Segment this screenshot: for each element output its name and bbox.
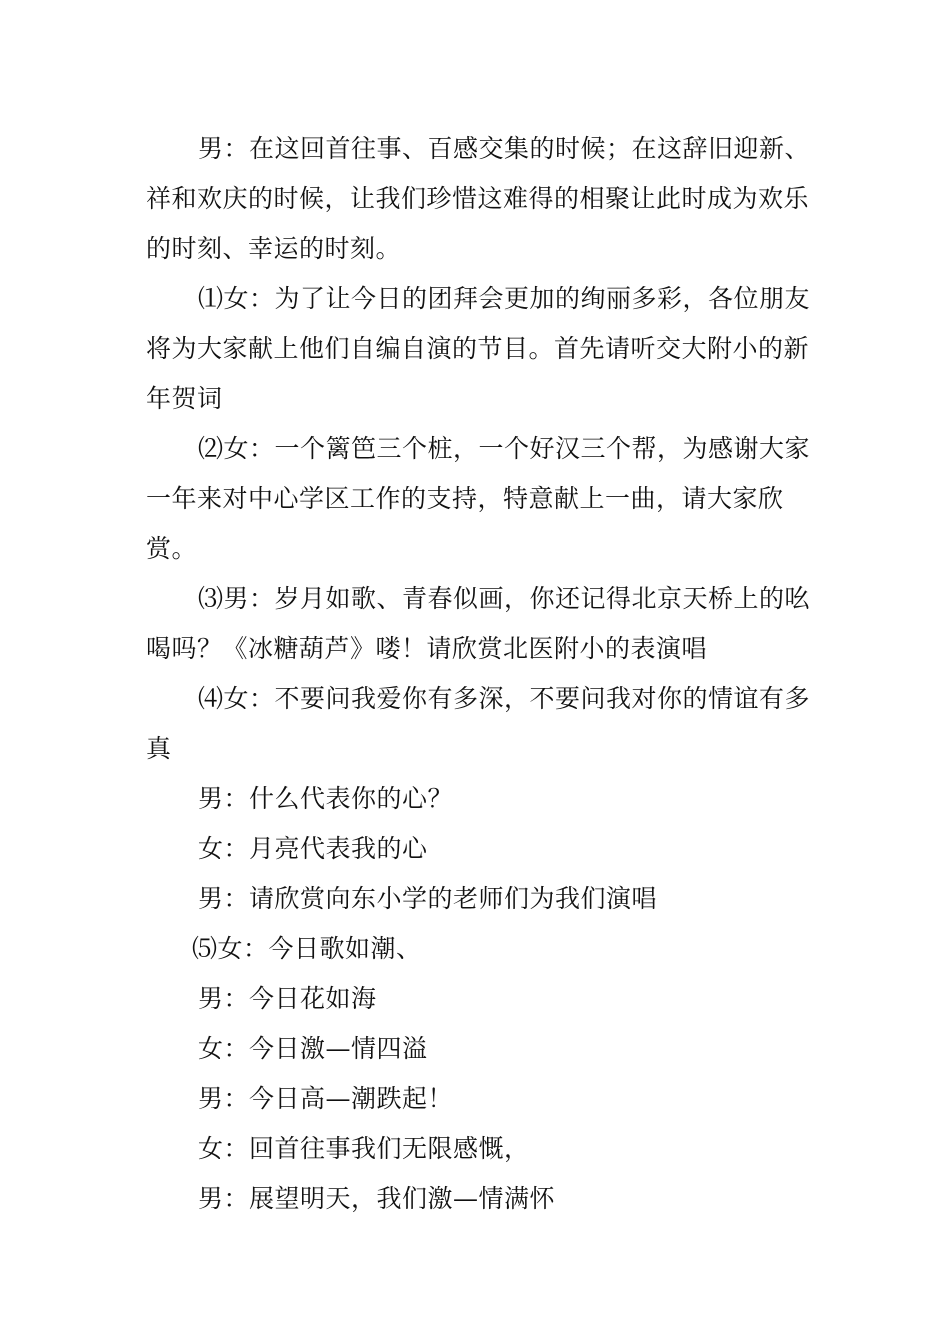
paragraph-item-3: ⑶男：岁月如歌、青春似画，你还记得北京天桥上的吆喝吗？《冰糖葫芦》喽！请欣赏北医附小的表演唱 <box>146 584 811 663</box>
paragraph-line: 女：今日激—情四溢 <box>198 1034 428 1063</box>
paragraph-item-1: ⑴女：为了让今日的团拜会更加的绚丽多彩，各位朋友将为大家献上他们自编自演的节目。首先请听交大附小的新年贺词 <box>146 284 811 413</box>
paragraph-line: 男：今日花如海 <box>198 984 377 1013</box>
paragraph-line: 男：今日高—潮跌起！ <box>198 1084 454 1113</box>
paragraph-opening: 男：在这回首往事、百感交集的时候；在这辞旧迎新、祥和欢庆的时候，让我们珍惜这难得的相聚让此时成为欢乐的时刻、幸运的时刻。 <box>146 134 811 263</box>
document-body <box>146 124 826 1224</box>
paragraph-line: 女：月亮代表我的心 <box>198 834 428 863</box>
paragraph-line: 男：什么代表你的心？ <box>198 784 454 813</box>
paragraph-item-2: ⑵女：一个篱笆三个桩，一个好汉三个帮，为感谢大家一年来对中心学区工作的支持，特意献上一曲，请大家欣赏。 <box>146 434 811 563</box>
paragraph-line: 男：请欣赏向东小学的老师们为我们演唱 <box>198 884 658 913</box>
paragraph-line: 男：展望明天，我们激—情满怀 <box>198 1184 556 1213</box>
paragraph-item-5: ⑸女：今日歌如潮、 <box>192 934 422 963</box>
paragraph-line: 女：回首往事我们无限感慨， <box>198 1134 530 1163</box>
paragraph-item-4: ⑷女：不要问我爱你有多深，不要问我对你的情谊有多真 <box>146 684 811 763</box>
